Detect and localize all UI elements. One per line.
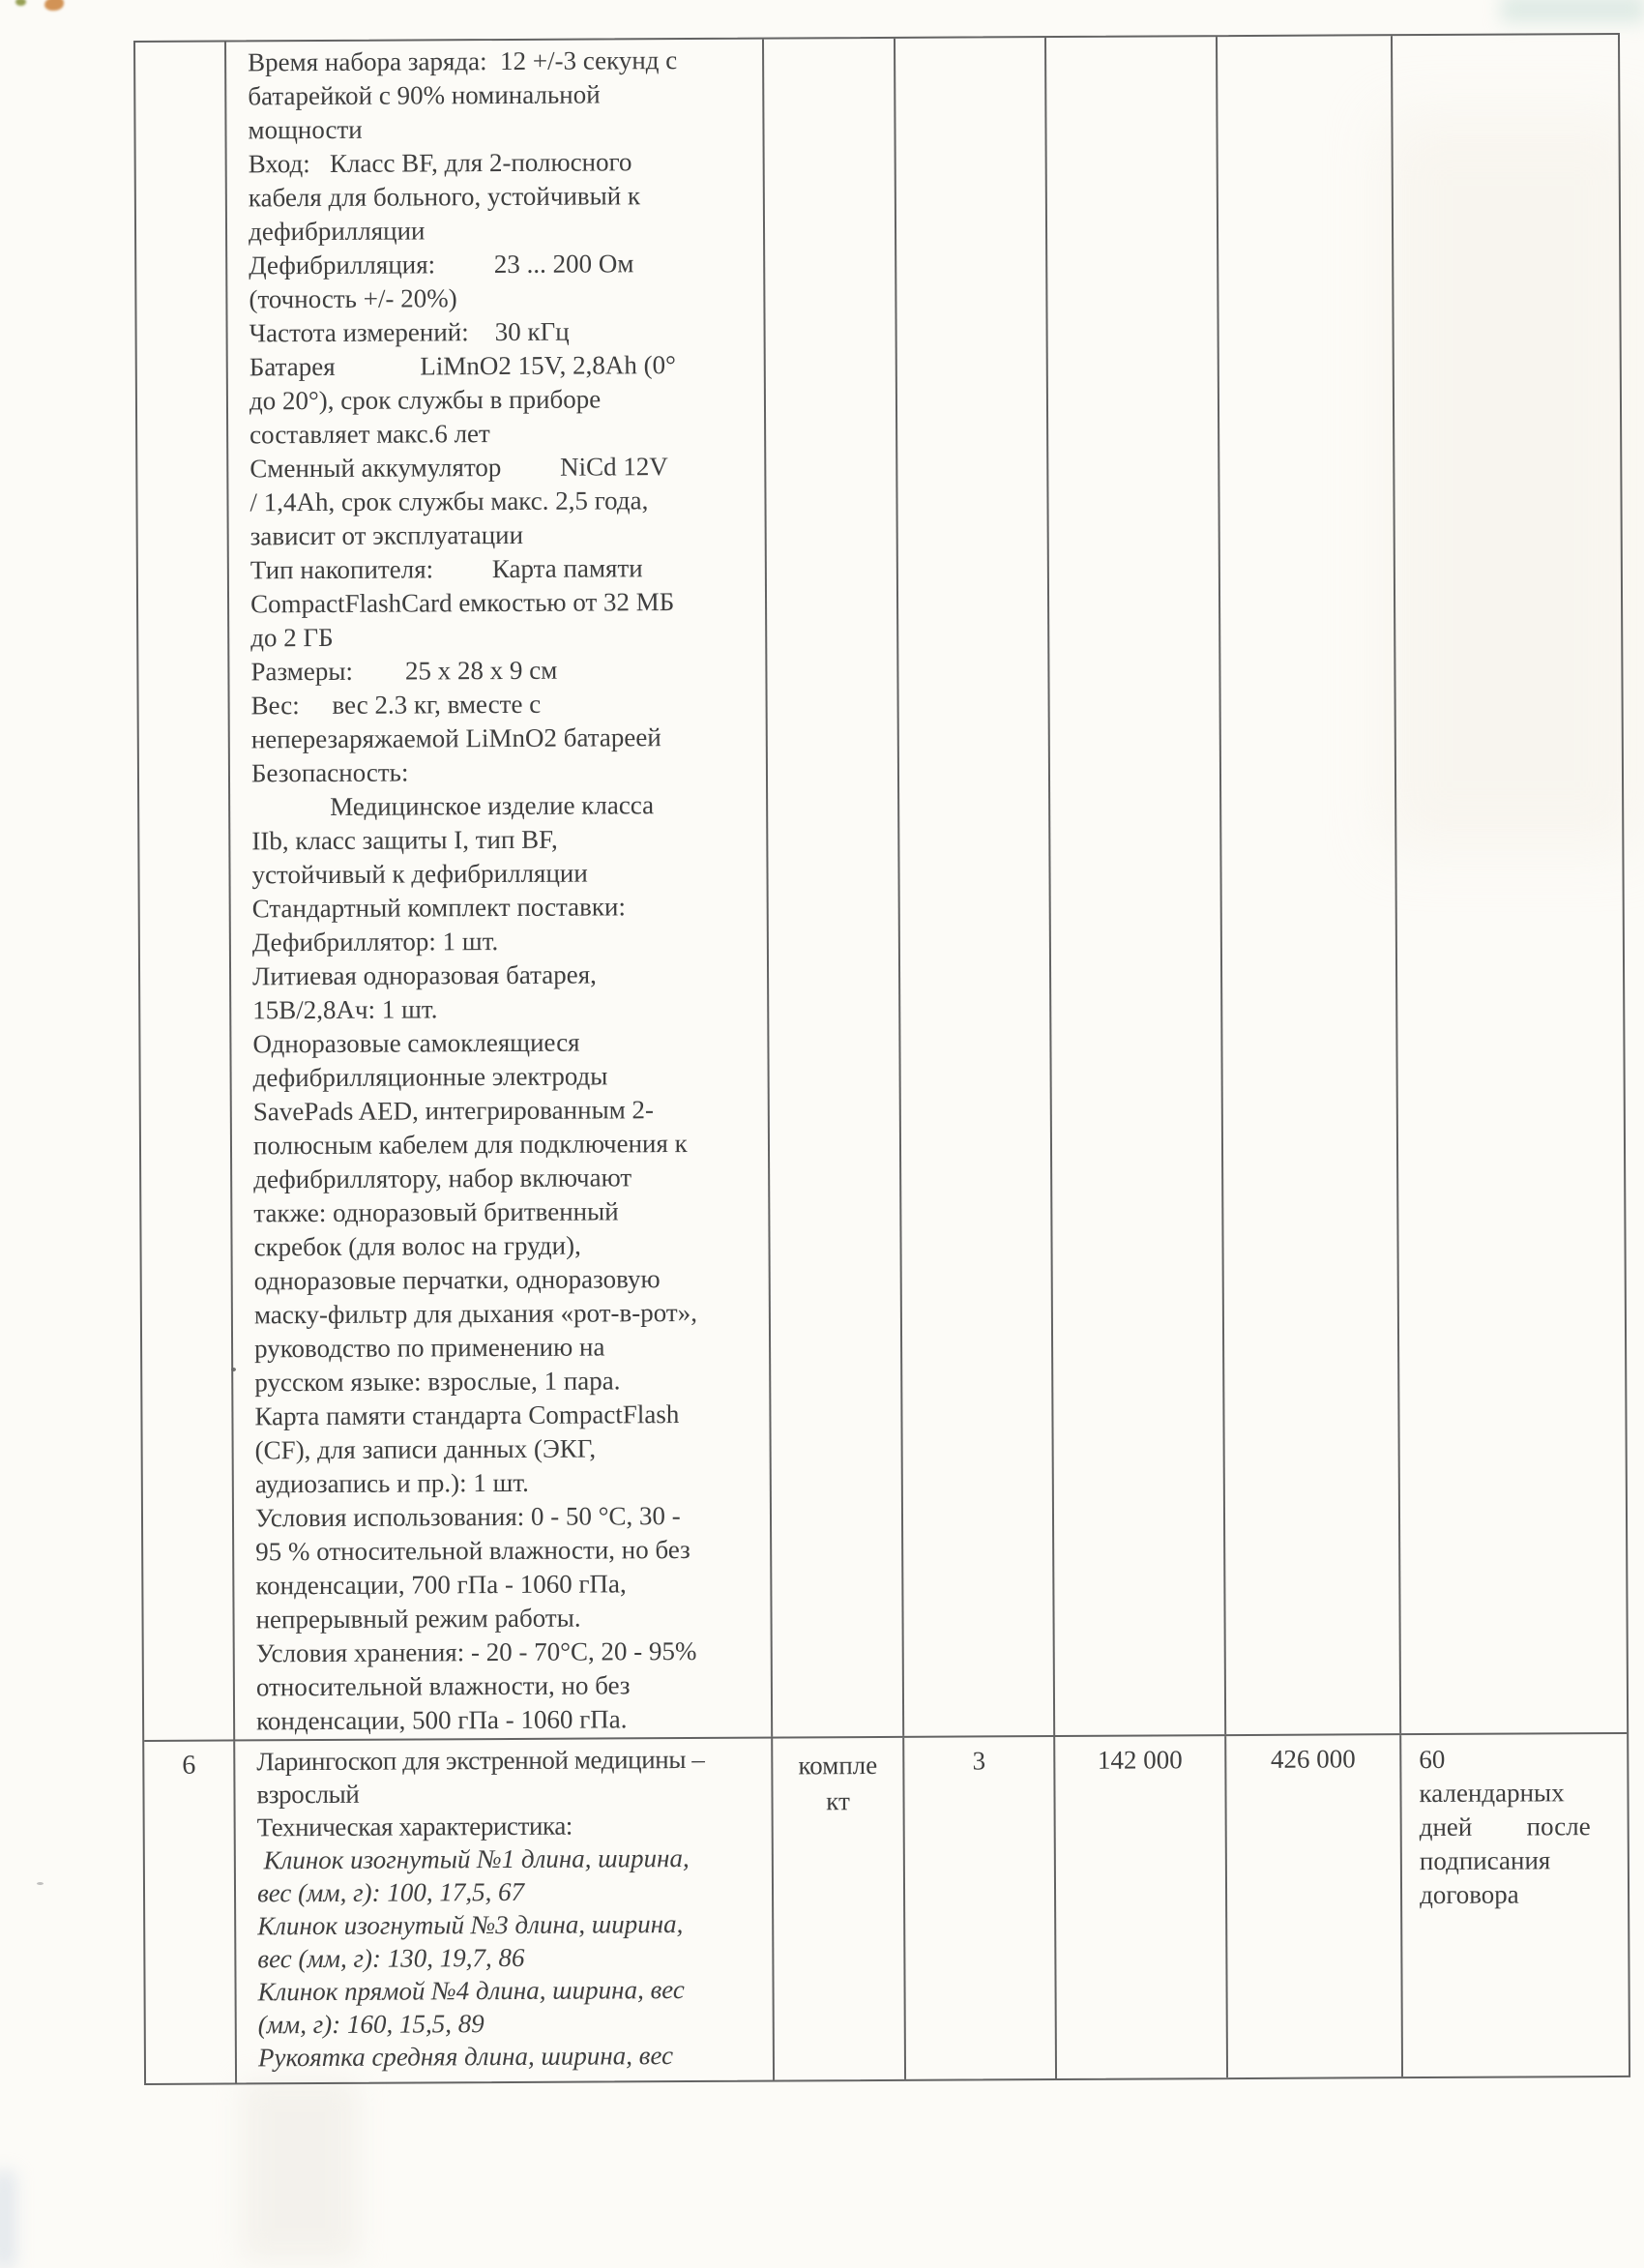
orange-ink-mark <box>44 0 64 11</box>
text-line: маску-фильтр для дыхания «рот-в-рот», <box>253 1297 697 1330</box>
text-line: (мм, г): 160, 15,5, 89 <box>257 2009 484 2040</box>
text-line: дней после <box>1419 1811 1591 1842</box>
text-line: Стандартный комплект поставки: <box>251 892 627 924</box>
cell-total-price <box>1216 36 1399 1734</box>
table-row-continuation <box>135 35 1627 1740</box>
text-line: Карта памяти стандарта CompactFlash <box>254 1399 680 1431</box>
text-line: Вес: вес 2.3 кг, вместе с <box>250 689 542 721</box>
text-line: CompactFlashCard емкостью от 32 МБ <box>250 587 675 619</box>
text-line: SavePads AED, интегрированным 2- <box>252 1095 655 1127</box>
text-line: дефибриллятору, набор включают <box>253 1163 632 1194</box>
text-line: календарных <box>1419 1778 1565 1809</box>
text-line: скребок (для волос на груди), <box>253 1230 581 1262</box>
cell-unit <box>762 39 902 1737</box>
table-row-item-6 <box>144 1732 1629 2083</box>
text-line: батарейкой с 90% номинальной <box>248 79 601 111</box>
text-line: Клинок прямой №4 длина, ширина, вес <box>257 1975 685 2007</box>
cell-item-number: 6 <box>182 1750 196 1781</box>
text-line: Дефибриллятор: 1 шт. <box>251 927 499 957</box>
text-line: договора <box>1419 1879 1519 1910</box>
text-line: неперезаряжаемой LiMnO2 батареей <box>250 722 661 754</box>
items-table <box>133 33 1630 2085</box>
text-line: Сменный аккумулятор NiCd 12V <box>250 452 668 484</box>
text-line: Время набора заряда: 12 +/-3 секунд с <box>248 45 678 77</box>
text-line: компле <box>798 1750 878 1781</box>
text-line: до 2 ГБ <box>250 622 334 653</box>
text-line: относительной влажности, но без <box>255 1670 631 1702</box>
text-line: Литиевая одноразовая батарея, <box>251 959 597 991</box>
cell-delivery-terms <box>1391 35 1627 1733</box>
blue-edge-smudge <box>0 2171 15 2268</box>
cell-item-number <box>135 43 233 1740</box>
text-line: 15В/2,8Ач: 1 шт. <box>252 994 438 1025</box>
text-line: Тип накопителя: Карта памяти <box>250 553 643 585</box>
cell-unit <box>771 1738 904 2080</box>
text-line: 95 % относительной влажности, но без <box>255 1535 690 1567</box>
text-line: IIb, класс защиты I, тип BF, <box>251 824 558 856</box>
text-line: русском языке: взрослые, 1 пара. <box>254 1366 621 1398</box>
text-line: Клинок изогнутый №1 длина, ширина, <box>256 1843 690 1875</box>
text-line: подписания <box>1419 1845 1551 1876</box>
cell-unit-price <box>1044 37 1224 1735</box>
text-line: Безопасность: <box>250 757 409 788</box>
text-line: до 20°), срок службы в приборе <box>249 384 602 416</box>
text-line: конденсации, 700 гПа - 1060 гПа, <box>255 1569 627 1601</box>
text-line: взрослый <box>256 1779 360 1810</box>
text-line: устойчивый к дефибрилляции <box>251 858 588 890</box>
cell-description <box>233 1739 773 2083</box>
scanner-streak <box>242 2079 358 2261</box>
text-line: вес (мм, г): 100, 17,5, 67 <box>256 1876 525 1908</box>
text-line: составляет макс.6 лет <box>250 419 490 450</box>
cell-description <box>224 40 771 1740</box>
text-line: вес (мм, г): 130, 19,7, 86 <box>257 1942 525 1974</box>
text-line: дефибрилляции <box>248 216 426 247</box>
text-line: Одноразовые самоклеящиеся <box>252 1027 580 1059</box>
text-line: Частота измерений: 30 кГц <box>249 316 570 348</box>
text-line: Ларингоскоп для экстренной медицины – <box>256 1744 705 1777</box>
text-line: полюсным кабелем для подключения к <box>252 1129 688 1161</box>
text-line: также: одноразовый бритвенный <box>253 1196 619 1228</box>
text-line: Дефибрилляция: 23 ... 200 Ом <box>249 249 634 280</box>
text-line: мощности <box>248 114 363 145</box>
cell-quantity <box>894 38 1053 1736</box>
text-line: (CF), для записи данных (ЭКГ, <box>254 1433 597 1465</box>
stray-tick <box>37 1882 44 1885</box>
text-line: непрерывный режим работы. <box>255 1603 581 1635</box>
teal-smudge <box>1501 0 1644 23</box>
text-line: Батарея LiMnO2 15V, 2,8Ah (0° <box>249 350 676 382</box>
text-line: аудиозапись и пр.): 1 шт. <box>254 1467 529 1499</box>
cell-unit-price: 142 000 <box>1053 1736 1226 2078</box>
text-line: / 1,4Ah, срок службы макс. 2,5 года, <box>250 486 649 517</box>
text-line: Рукоятка средняя длина, ширина, вес <box>257 2041 674 2073</box>
text-line: Условия использования: 0 - 50 °С, 30 - <box>254 1501 681 1533</box>
text-line: 60 <box>1419 1744 1446 1775</box>
text-line: кабеля для больного, устойчивый к <box>248 181 641 213</box>
text-line: Медицинское изделие класса <box>251 790 655 822</box>
cell-quantity: 3 <box>902 1737 1055 2079</box>
text-line: конденсации, 500 гПа - 1060 гПа. <box>256 1704 628 1736</box>
cell-total-price: 426 000 <box>1224 1735 1401 2077</box>
olive-ink-mark <box>15 0 26 6</box>
cell-delivery-terms <box>1399 1734 1629 2077</box>
text-line: Вход: Класс BF, для 2-полюсного <box>248 147 632 179</box>
text-line: дефибрилляционные электроды <box>252 1061 608 1093</box>
text-line: одноразовые перчатки, одноразовую <box>253 1264 661 1296</box>
text-line: Условия хранения: - 20 - 70°С, 20 - 95% <box>255 1635 697 1668</box>
text-line: (точность +/- 20%) <box>249 283 457 314</box>
text-line: кт <box>826 1786 850 1816</box>
text-line: Размеры: 25 х 28 х 9 см <box>250 655 558 687</box>
text-line: Клинок изогнутый №3 длина, ширина, <box>257 1909 684 1941</box>
text-line: зависит от эксплуатации <box>250 519 524 551</box>
text-line: Техническая характеристика: <box>256 1811 573 1842</box>
text-line: руководство по применению на <box>254 1332 605 1364</box>
